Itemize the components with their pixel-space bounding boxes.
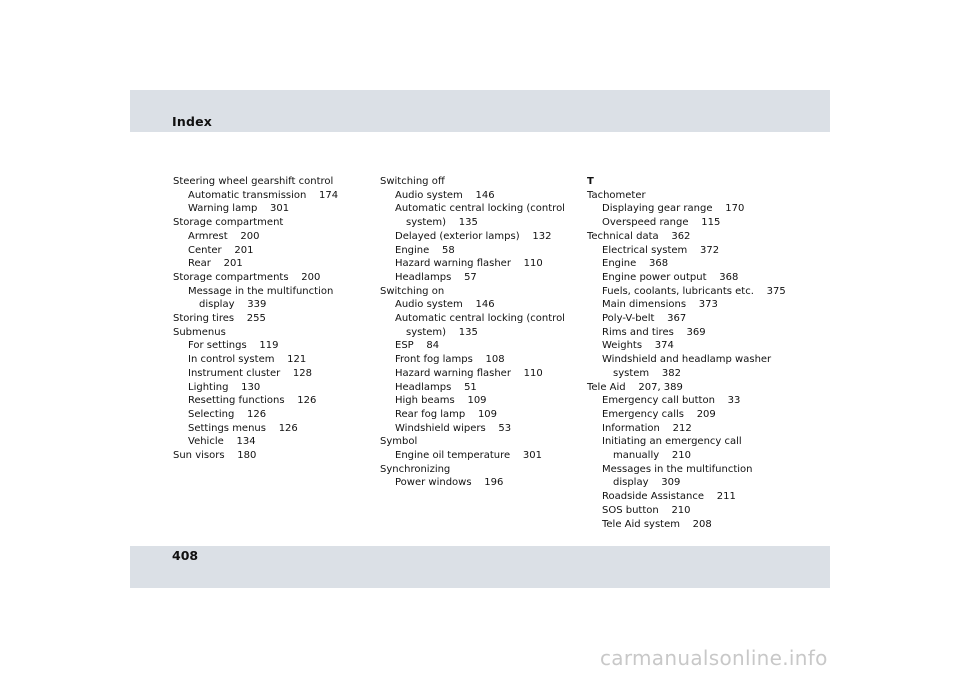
index-entry: Hazard warning flasher 110: [395, 258, 543, 270]
index-entry: Automatic central locking (control: [395, 203, 565, 215]
index-entry: Symbol: [380, 436, 418, 448]
index-entry: Technical data 362: [587, 230, 691, 242]
index-entry: Warning lamp 301: [188, 203, 290, 215]
index-column-3: [587, 175, 787, 531]
index-entry: Headlamps 51: [395, 381, 477, 393]
index-entry: Displaying gear range 170: [602, 203, 745, 215]
index-entry: Tele Aid system 208: [602, 518, 712, 530]
index-entry: system 382: [613, 367, 681, 379]
index-entry: Switching on: [380, 285, 445, 297]
index-entry: Roadside Assistance 211: [602, 491, 736, 503]
index-entry: Messages in the multifunction: [602, 463, 753, 475]
index-column-1: [173, 175, 373, 463]
index-entry: Settings menus 126: [188, 422, 298, 434]
index-entry: Tachometer: [587, 189, 646, 201]
index-entry: Storage compartments 200: [173, 271, 321, 283]
index-entry: Emergency call button 33: [602, 395, 741, 407]
index-entry: display 309: [613, 477, 681, 489]
index-entry: Fuels, coolants, lubricants etc. 375: [602, 285, 786, 297]
index-entry: Tele Aid 207, 389: [587, 381, 683, 393]
index-entry: For settings 119: [188, 340, 279, 352]
index-entry: Synchronizing: [380, 463, 451, 475]
index-entry: Engine 368: [602, 258, 669, 270]
page-title: Index: [172, 114, 213, 129]
index-column-2: [380, 175, 580, 490]
index-entry: Automatic transmission 174: [188, 189, 339, 201]
index-entry: Switching off: [380, 176, 445, 187]
index-entry: In control system 121: [188, 354, 307, 366]
index-entry: Audio system 146: [395, 299, 495, 311]
index-entry: Main dimensions 373: [602, 299, 718, 311]
index-entry: Selecting 126: [188, 408, 267, 420]
index-entry: Sun visors 180: [173, 450, 257, 462]
index-entry: Windshield and headlamp washer: [602, 354, 772, 366]
index-entry: manually 210: [613, 450, 691, 462]
index-entry: Headlamps 57: [395, 271, 477, 283]
index-entry: Armrest 200: [188, 230, 260, 242]
index-entry: Electrical system 372: [602, 244, 720, 256]
index-entry: display 339: [199, 299, 267, 311]
index-entry: High beams 109: [395, 395, 487, 407]
index-entry: Overspeed range 115: [602, 217, 721, 229]
page-number: 408: [172, 548, 199, 563]
index-letter-heading: T: [587, 176, 594, 187]
index-entry: Storage compartment: [173, 217, 284, 229]
index-entry: ESP 84: [395, 340, 440, 352]
index-entry: Center 201: [188, 244, 254, 256]
index-entry: Engine oil temperature 301: [395, 450, 542, 462]
index-entry: Message in the multifunction: [188, 285, 334, 297]
header-band: [130, 90, 830, 132]
index-entry: Weights 374: [602, 340, 674, 352]
index-entry: Rear fog lamp 109: [395, 408, 498, 420]
index-entry: Lighting 130: [188, 381, 261, 393]
index-entry: Hazard warning flasher 110: [395, 367, 543, 379]
index-entry: Rear 201: [188, 258, 243, 270]
index-entry: Automatic central locking (control: [395, 313, 565, 325]
index-entry: Storing tires 255: [173, 313, 266, 325]
index-entry: Front fog lamps 108: [395, 354, 505, 366]
index-entry: Audio system 146: [395, 189, 495, 201]
index-entry: Engine 58: [395, 244, 455, 256]
footer-band: [130, 546, 830, 588]
index-entry: Emergency calls 209: [602, 408, 716, 420]
index-entry: Instrument cluster 128: [188, 367, 313, 379]
index-entry: system) 135: [406, 217, 478, 229]
index-entry: Submenus: [173, 326, 226, 338]
index-entry: Power windows 196: [395, 477, 504, 489]
index-entry: Delayed (exterior lamps) 132: [395, 230, 552, 242]
index-entry: Windshield wipers 53: [395, 422, 512, 434]
index-entry: Vehicle 134: [188, 436, 256, 448]
index-entry: Information 212: [602, 422, 692, 434]
index-entry: Initiating an emergency call: [602, 436, 742, 448]
index-entry: Rims and tires 369: [602, 326, 706, 338]
index-entry: Poly-V-belt 367: [602, 313, 687, 325]
index-entry: Resetting functions 126: [188, 395, 317, 407]
watermark: carmanualsonline.info: [600, 646, 828, 670]
index-entry: SOS button 210: [602, 504, 691, 516]
index-entry: system) 135: [406, 326, 478, 338]
index-entry: Steering wheel gearshift control: [173, 176, 334, 187]
index-entry: Engine power output 368: [602, 271, 739, 283]
